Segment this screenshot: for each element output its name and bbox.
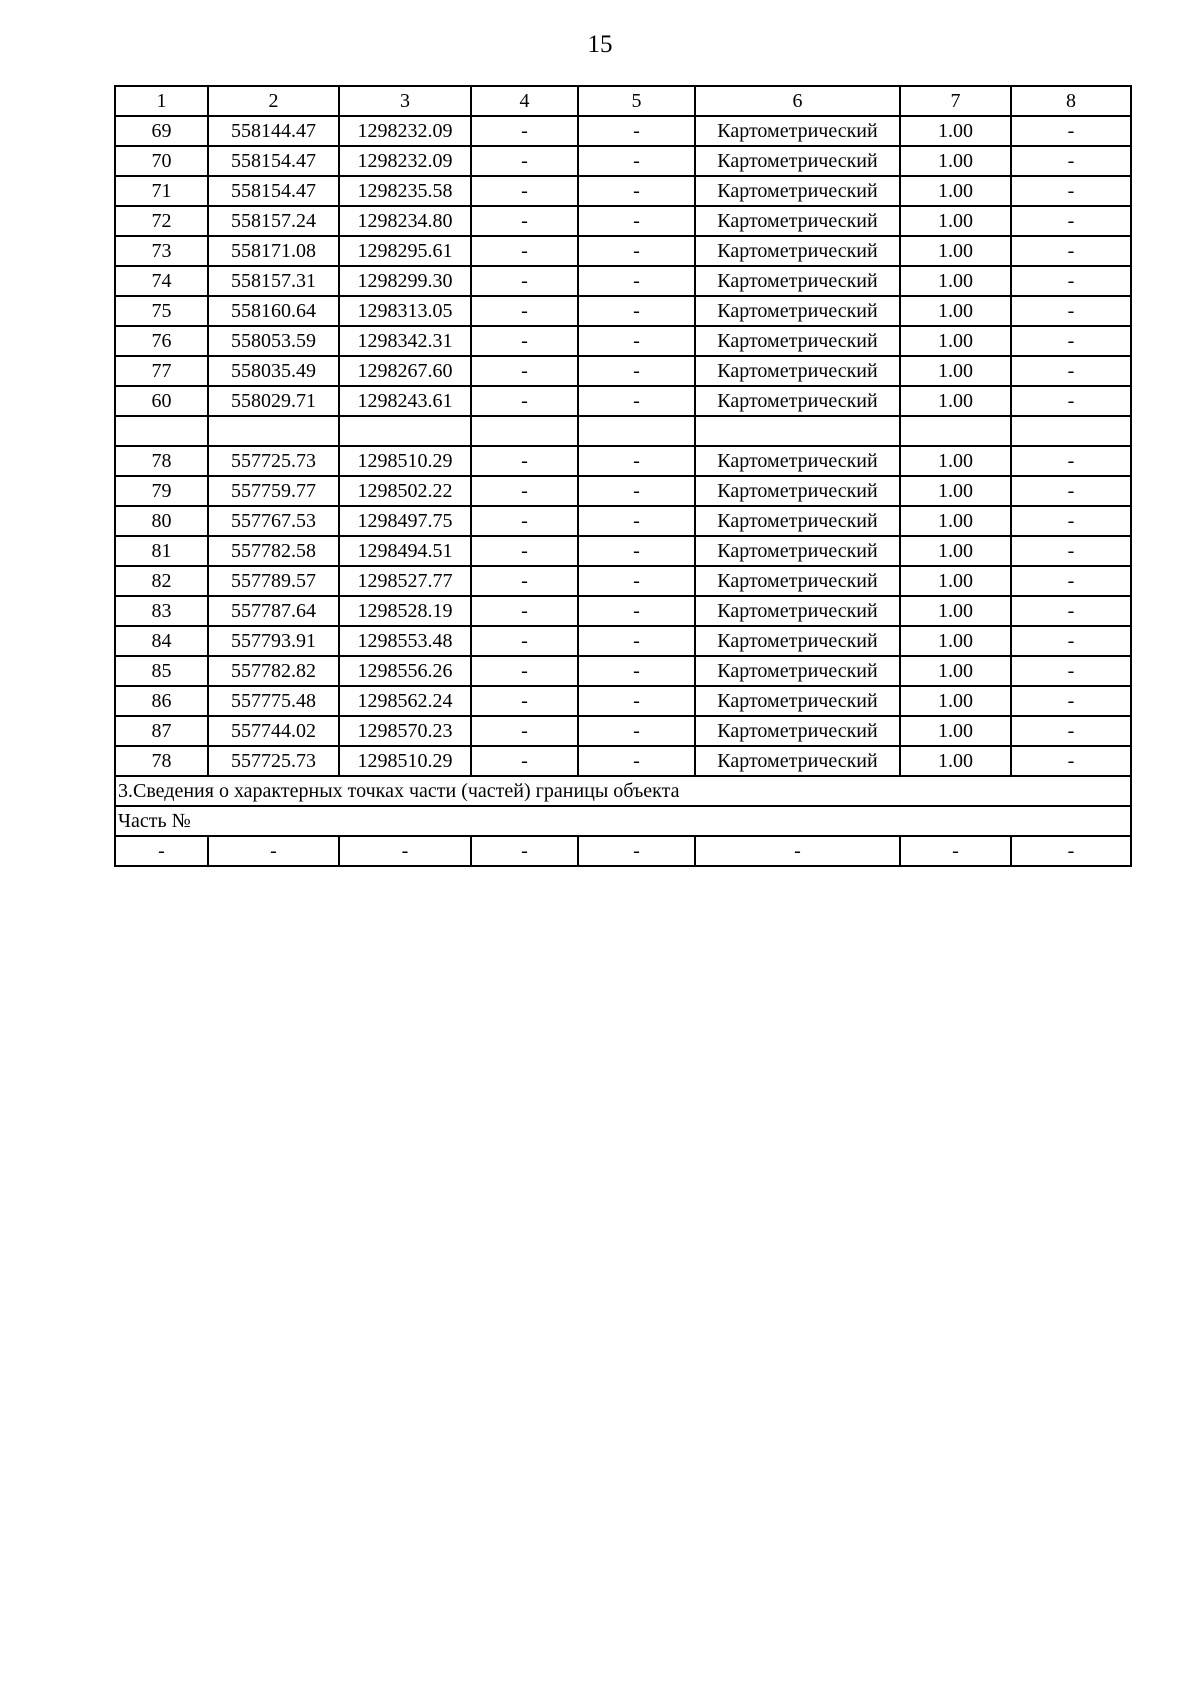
col-4-cell: -	[471, 116, 578, 146]
x-coordinate-cell: 558157.31	[208, 266, 339, 296]
x-coordinate-cell: 557759.77	[208, 476, 339, 506]
col-8-cell: -	[1011, 296, 1131, 326]
empty-cell	[578, 416, 695, 446]
table-row	[115, 266, 1131, 296]
col-8-cell: -	[1011, 266, 1131, 296]
x-coordinate-cell: 2	[208, 86, 339, 116]
x-coordinate-cell: 558171.08	[208, 236, 339, 266]
col-8-cell: -	[1011, 746, 1131, 776]
empty-cell	[115, 416, 208, 446]
y-coordinate-cell: 1298562.24	[339, 686, 471, 716]
point-number-cell: 60	[115, 386, 208, 416]
col-4-cell: -	[471, 716, 578, 746]
col-8-cell: -	[1011, 236, 1131, 266]
x-coordinate-cell: 557782.58	[208, 536, 339, 566]
table-row	[115, 746, 1131, 776]
table-row	[115, 506, 1131, 536]
part-label-row	[115, 806, 1131, 836]
col-8-cell: -	[1011, 476, 1131, 506]
col-8-cell: -	[1011, 686, 1131, 716]
col-4-cell: -	[471, 386, 578, 416]
col-8-cell: -	[1011, 716, 1131, 746]
col-4-cell: -	[471, 326, 578, 356]
point-number-cell: 86	[115, 686, 208, 716]
col-5-cell: -	[578, 356, 695, 386]
col-4-cell: -	[471, 686, 578, 716]
table-row	[115, 656, 1131, 686]
point-number-cell: 81	[115, 536, 208, 566]
point-number-cell: 69	[115, 116, 208, 146]
col-8-cell: -	[1011, 836, 1131, 866]
method-cell: Картометрический	[695, 686, 900, 716]
table-row	[115, 146, 1131, 176]
part-label: Часть №	[115, 806, 1131, 836]
col-4-cell: -	[471, 476, 578, 506]
x-coordinate-cell: 557789.57	[208, 566, 339, 596]
empty-cell	[1011, 416, 1131, 446]
accuracy-cell: 1.00	[900, 236, 1011, 266]
col-4-cell: -	[471, 446, 578, 476]
accuracy-cell: 1.00	[900, 686, 1011, 716]
method-cell: Картометрический	[695, 536, 900, 566]
col-5-cell: -	[578, 626, 695, 656]
accuracy-cell: 1.00	[900, 446, 1011, 476]
table-row	[115, 176, 1131, 206]
point-number-cell: 76	[115, 326, 208, 356]
table-row	[115, 326, 1131, 356]
y-coordinate-cell: 1298528.19	[339, 596, 471, 626]
method-cell: Картометрический	[695, 476, 900, 506]
x-coordinate-cell: 558160.64	[208, 296, 339, 326]
point-number-cell: 74	[115, 266, 208, 296]
y-coordinate-cell: 3	[339, 86, 471, 116]
col-8-cell: -	[1011, 566, 1131, 596]
col-5-cell: -	[578, 386, 695, 416]
x-coordinate-cell: 558144.47	[208, 116, 339, 146]
method-cell: Картометрический	[695, 716, 900, 746]
method-cell: Картометрический	[695, 356, 900, 386]
separator-row	[115, 416, 1131, 446]
section-title-row	[115, 776, 1131, 806]
col-8-cell: -	[1011, 536, 1131, 566]
table-row	[115, 386, 1131, 416]
col-4-cell: -	[471, 596, 578, 626]
table-row	[115, 206, 1131, 236]
empty-cell	[900, 416, 1011, 446]
point-number-cell: 73	[115, 236, 208, 266]
method-cell: Картометрический	[695, 296, 900, 326]
x-coordinate-cell: 557767.53	[208, 506, 339, 536]
accuracy-cell: 1.00	[900, 506, 1011, 536]
method-cell: Картометрический	[695, 236, 900, 266]
part-data-row	[115, 836, 1131, 866]
table-body	[115, 86, 1131, 866]
col-5-cell: -	[578, 146, 695, 176]
empty-cell	[695, 416, 900, 446]
accuracy-cell: 1.00	[900, 476, 1011, 506]
accuracy-cell: 1.00	[900, 266, 1011, 296]
col-8-cell: -	[1011, 326, 1131, 356]
method-cell: Картометрический	[695, 176, 900, 206]
table-row	[115, 536, 1131, 566]
y-coordinate-cell: 1298556.26	[339, 656, 471, 686]
col-4-cell: -	[471, 626, 578, 656]
x-coordinate-cell: 557787.64	[208, 596, 339, 626]
y-coordinate-cell: 1298553.48	[339, 626, 471, 656]
col-5-cell: -	[578, 236, 695, 266]
method-cell: Картометрический	[695, 386, 900, 416]
x-coordinate-cell: -	[208, 836, 339, 866]
y-coordinate-cell: 1298502.22	[339, 476, 471, 506]
table-row	[115, 626, 1131, 656]
col-4-cell: -	[471, 296, 578, 326]
point-number-cell: 1	[115, 86, 208, 116]
point-number-cell: 80	[115, 506, 208, 536]
point-number-cell: -	[115, 836, 208, 866]
table-row	[115, 236, 1131, 266]
col-5-cell: -	[578, 536, 695, 566]
accuracy-cell: 1.00	[900, 206, 1011, 236]
accuracy-cell: 1.00	[900, 386, 1011, 416]
col-4-cell: -	[471, 656, 578, 686]
accuracy-cell: -	[900, 836, 1011, 866]
method-cell: Картометрический	[695, 566, 900, 596]
col-5-cell: -	[578, 656, 695, 686]
x-coordinate-cell: 557725.73	[208, 446, 339, 476]
y-coordinate-cell: 1298267.60	[339, 356, 471, 386]
empty-cell	[208, 416, 339, 446]
table-row	[115, 116, 1131, 146]
point-number-cell: 82	[115, 566, 208, 596]
x-coordinate-cell: 558157.24	[208, 206, 339, 236]
accuracy-cell: 1.00	[900, 566, 1011, 596]
y-coordinate-cell: 1298510.29	[339, 446, 471, 476]
x-coordinate-cell: 557793.91	[208, 626, 339, 656]
point-number-cell: 78	[115, 746, 208, 776]
col-4-cell: -	[471, 266, 578, 296]
boundary-points-table	[114, 85, 1132, 867]
y-coordinate-cell: 1298232.09	[339, 116, 471, 146]
table-row	[115, 356, 1131, 386]
col-4-cell: -	[471, 176, 578, 206]
accuracy-cell: 1.00	[900, 656, 1011, 686]
col-8-cell: -	[1011, 656, 1131, 686]
table-row	[115, 686, 1131, 716]
x-coordinate-cell: 558053.59	[208, 326, 339, 356]
col-5-cell: 5	[578, 86, 695, 116]
point-number-cell: 70	[115, 146, 208, 176]
col-4-cell: -	[471, 236, 578, 266]
accuracy-cell: 1.00	[900, 176, 1011, 206]
point-number-cell: 72	[115, 206, 208, 236]
method-cell: Картометрический	[695, 146, 900, 176]
col-5-cell: -	[578, 716, 695, 746]
page-number: 15	[587, 31, 613, 58]
col-4-cell: -	[471, 836, 578, 866]
empty-cell	[471, 416, 578, 446]
method-cell: Картометрический	[695, 446, 900, 476]
y-coordinate-cell: 1298527.77	[339, 566, 471, 596]
accuracy-cell: 1.00	[900, 326, 1011, 356]
col-5-cell: -	[578, 566, 695, 596]
accuracy-cell: 1.00	[900, 596, 1011, 626]
point-number-cell: 78	[115, 446, 208, 476]
x-coordinate-cell: 558035.49	[208, 356, 339, 386]
y-coordinate-cell: 1298235.58	[339, 176, 471, 206]
x-coordinate-cell: 558154.47	[208, 146, 339, 176]
col-5-cell: -	[578, 116, 695, 146]
col-4-cell: -	[471, 146, 578, 176]
header-row	[115, 86, 1131, 116]
method-cell: 6	[695, 86, 900, 116]
accuracy-cell: 1.00	[900, 296, 1011, 326]
point-number-cell: 71	[115, 176, 208, 206]
x-coordinate-cell: 557775.48	[208, 686, 339, 716]
method-cell: Картометрический	[695, 116, 900, 146]
col-8-cell: -	[1011, 596, 1131, 626]
col-8-cell: -	[1011, 506, 1131, 536]
x-coordinate-cell: 557744.02	[208, 716, 339, 746]
col-8-cell: -	[1011, 206, 1131, 236]
col-5-cell: -	[578, 266, 695, 296]
y-coordinate-cell: -	[339, 836, 471, 866]
col-8-cell: -	[1011, 386, 1131, 416]
table-row	[115, 596, 1131, 626]
col-8-cell: -	[1011, 146, 1131, 176]
col-4-cell: -	[471, 506, 578, 536]
accuracy-cell: 1.00	[900, 536, 1011, 566]
point-number-cell: 83	[115, 596, 208, 626]
col-4-cell: -	[471, 206, 578, 236]
x-coordinate-cell: 558029.71	[208, 386, 339, 416]
point-number-cell: 84	[115, 626, 208, 656]
point-number-cell: 85	[115, 656, 208, 686]
y-coordinate-cell: 1298497.75	[339, 506, 471, 536]
accuracy-cell: 1.00	[900, 626, 1011, 656]
col-5-cell: -	[578, 746, 695, 776]
y-coordinate-cell: 1298510.29	[339, 746, 471, 776]
col-4-cell: -	[471, 356, 578, 386]
table-row	[115, 296, 1131, 326]
method-cell: Картометрический	[695, 626, 900, 656]
accuracy-cell: 1.00	[900, 716, 1011, 746]
y-coordinate-cell: 1298342.31	[339, 326, 471, 356]
col-8-cell: -	[1011, 116, 1131, 146]
method-cell: Картометрический	[695, 206, 900, 236]
accuracy-cell: 7	[900, 86, 1011, 116]
col-4-cell: -	[471, 746, 578, 776]
method-cell: Картометрический	[695, 656, 900, 686]
empty-cell	[339, 416, 471, 446]
x-coordinate-cell: 557725.73	[208, 746, 339, 776]
col-5-cell: -	[578, 326, 695, 356]
col-5-cell: -	[578, 296, 695, 326]
col-4-cell: -	[471, 566, 578, 596]
accuracy-cell: 1.00	[900, 146, 1011, 176]
method-cell: -	[695, 836, 900, 866]
x-coordinate-cell: 558154.47	[208, 176, 339, 206]
col-5-cell: -	[578, 686, 695, 716]
method-cell: Картометрический	[695, 326, 900, 356]
col-4-cell: 4	[471, 86, 578, 116]
col-5-cell: -	[578, 836, 695, 866]
point-number-cell: 87	[115, 716, 208, 746]
table-row	[115, 476, 1131, 506]
point-number-cell: 79	[115, 476, 208, 506]
y-coordinate-cell: 1298570.23	[339, 716, 471, 746]
point-number-cell: 75	[115, 296, 208, 326]
col-5-cell: -	[578, 596, 695, 626]
col-5-cell: -	[578, 206, 695, 236]
table-row	[115, 446, 1131, 476]
y-coordinate-cell: 1298243.61	[339, 386, 471, 416]
col-5-cell: -	[578, 506, 695, 536]
section-title: 3.Сведения о характерных точках части (частей) границы объекта	[115, 776, 1131, 806]
x-coordinate-cell: 557782.82	[208, 656, 339, 686]
col-5-cell: -	[578, 476, 695, 506]
col-4-cell: -	[471, 536, 578, 566]
method-cell: Картометрический	[695, 746, 900, 776]
col-8-cell: -	[1011, 176, 1131, 206]
method-cell: Картометрический	[695, 596, 900, 626]
col-5-cell: -	[578, 446, 695, 476]
y-coordinate-cell: 1298299.30	[339, 266, 471, 296]
y-coordinate-cell: 1298494.51	[339, 536, 471, 566]
col-5-cell: -	[578, 176, 695, 206]
table-row	[115, 566, 1131, 596]
col-8-cell: -	[1011, 626, 1131, 656]
col-8-cell: -	[1011, 446, 1131, 476]
y-coordinate-cell: 1298234.80	[339, 206, 471, 236]
accuracy-cell: 1.00	[900, 116, 1011, 146]
y-coordinate-cell: 1298313.05	[339, 296, 471, 326]
method-cell: Картометрический	[695, 506, 900, 536]
y-coordinate-cell: 1298232.09	[339, 146, 471, 176]
point-number-cell: 77	[115, 356, 208, 386]
col-8-cell: -	[1011, 356, 1131, 386]
table-row	[115, 716, 1131, 746]
accuracy-cell: 1.00	[900, 356, 1011, 386]
col-8-cell: 8	[1011, 86, 1131, 116]
accuracy-cell: 1.00	[900, 746, 1011, 776]
method-cell: Картометрический	[695, 266, 900, 296]
y-coordinate-cell: 1298295.61	[339, 236, 471, 266]
